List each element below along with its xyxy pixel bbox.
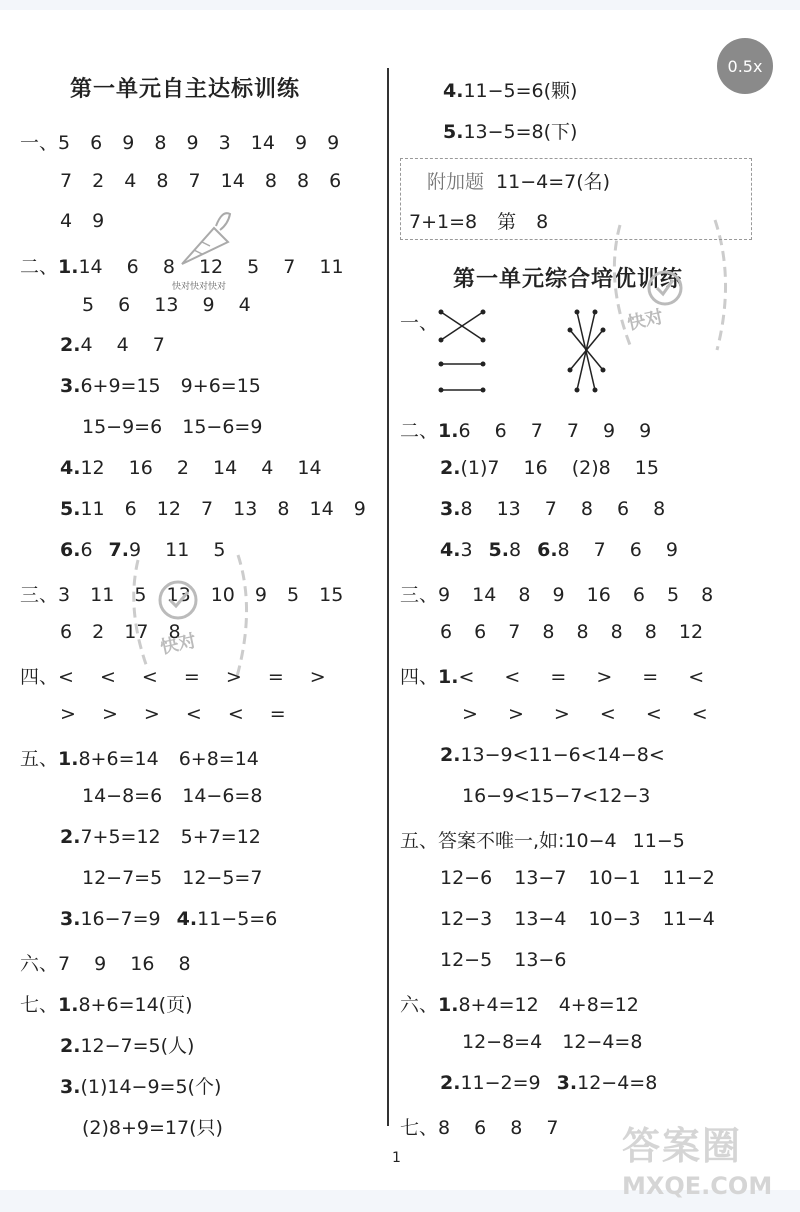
answer-line bbox=[400, 416, 651, 443]
answer-line bbox=[440, 457, 659, 479]
section-label: 二、 bbox=[400, 420, 439, 442]
question-number: 4. bbox=[440, 539, 461, 561]
answer-line bbox=[60, 375, 261, 397]
answer-text: 11−2=9 bbox=[460, 1072, 541, 1094]
match-dot bbox=[439, 310, 444, 315]
question-number: 3. bbox=[60, 1076, 81, 1098]
answer-text: 5 6 9 8 9 3 14 9 9 bbox=[58, 132, 340, 154]
carrot-stamp-icon bbox=[172, 202, 242, 282]
section-label: 四、 bbox=[20, 666, 59, 688]
match-dot bbox=[593, 310, 598, 315]
match-dot bbox=[481, 310, 486, 315]
answer-text: 12−8=4 12−4=8 bbox=[462, 1031, 643, 1053]
match-dot bbox=[439, 362, 444, 367]
answer-text: 12−6 13−7 10−1 11−2 bbox=[440, 867, 715, 889]
answer-line bbox=[440, 867, 715, 889]
question-number: 2. bbox=[440, 1072, 461, 1094]
answer-text: 12−7=5 12−5=7 bbox=[82, 867, 263, 889]
answer-text: 8+6=14(页) bbox=[78, 994, 193, 1016]
answer-line bbox=[400, 662, 704, 689]
stamp-big-text: 快对 bbox=[625, 306, 666, 335]
question-number: 4. bbox=[443, 80, 464, 102]
answer-line bbox=[400, 826, 685, 853]
answer-line bbox=[60, 498, 366, 520]
question-number: 4. bbox=[176, 908, 198, 930]
question-number: 3. bbox=[440, 498, 461, 520]
answer-text: 3 11 5 13 10 9 5 15 bbox=[58, 584, 344, 606]
answer-line bbox=[60, 703, 286, 725]
answer-text: 14 6 8 12 5 7 11 bbox=[78, 256, 344, 278]
question-number: 5. bbox=[443, 121, 464, 143]
answer-line bbox=[82, 867, 262, 889]
section-label: 二、 bbox=[20, 256, 59, 278]
answer-line bbox=[440, 744, 665, 766]
match-dot bbox=[481, 388, 486, 393]
answer-line bbox=[20, 990, 193, 1017]
bonus-question-box bbox=[400, 158, 752, 240]
answer-text: 8+4=12 4+8=12 bbox=[458, 994, 639, 1016]
question-number: 1. bbox=[58, 994, 79, 1016]
answer-text: 12 16 2 14 4 14 bbox=[80, 457, 322, 479]
section-label: 七、 bbox=[400, 1117, 439, 1139]
answer-line bbox=[400, 1113, 559, 1140]
matching-lines-diagram bbox=[435, 306, 615, 398]
question-number: 2. bbox=[440, 744, 461, 766]
answer-text: 16−9<15−7<12−3 bbox=[462, 785, 651, 807]
section-label: 三、 bbox=[20, 584, 59, 606]
answer-text: 13−9<11−6<14−8< bbox=[460, 744, 665, 766]
match-dot bbox=[439, 388, 444, 393]
answer-text: 12−7=5(人) bbox=[80, 1035, 195, 1057]
answer-text: (1)14−9=5(个) bbox=[80, 1076, 222, 1098]
answer-text: 7 2 4 8 7 14 8 8 6 bbox=[60, 170, 342, 192]
answer-line bbox=[462, 1031, 642, 1053]
section-label: 一、 bbox=[20, 132, 59, 154]
answer-line bbox=[400, 580, 713, 607]
answer-text: < < = > = < bbox=[458, 666, 705, 688]
answer-text: 8+6=14 6+8=14 bbox=[78, 748, 259, 770]
answer-line bbox=[400, 990, 639, 1017]
question-number: 6. bbox=[537, 539, 558, 561]
question-number: 1. bbox=[438, 994, 459, 1016]
answer-line bbox=[82, 294, 251, 316]
section-label: 六、 bbox=[400, 994, 439, 1016]
question-number: 2. bbox=[440, 457, 461, 479]
answer-line bbox=[82, 416, 262, 438]
answer-text: 6 bbox=[80, 539, 93, 561]
speed-label: 0.5x bbox=[727, 56, 763, 76]
section-label: 五、 bbox=[400, 830, 439, 852]
column-divider bbox=[387, 68, 389, 1126]
answer-text: 6 6 7 7 9 9 bbox=[458, 420, 652, 442]
answer-text: 6 6 7 8 8 8 8 12 bbox=[440, 621, 704, 643]
answer-text: 7+5=12 5+7=12 bbox=[80, 826, 261, 848]
match-dot bbox=[575, 310, 580, 315]
question-number: 7. bbox=[108, 539, 129, 561]
match-dot bbox=[481, 338, 486, 343]
answer-line bbox=[60, 826, 261, 848]
question-number: 3. bbox=[60, 908, 81, 930]
answer-line bbox=[20, 744, 259, 771]
answer-text: (2)8+9=17(只) bbox=[82, 1117, 223, 1139]
section-label: 三、 bbox=[400, 584, 439, 606]
question-number: 3. bbox=[556, 1072, 578, 1094]
match-dot bbox=[439, 338, 444, 343]
answer-line bbox=[60, 334, 165, 356]
answer-line bbox=[443, 76, 577, 103]
answer-text: 16−7=9 bbox=[80, 908, 161, 930]
match-dot bbox=[568, 328, 573, 333]
answer-line bbox=[60, 1031, 194, 1058]
question-number: 5. bbox=[488, 539, 509, 561]
section-label: 五、 bbox=[20, 748, 59, 770]
question-number: 6. bbox=[60, 539, 81, 561]
answer-line bbox=[60, 457, 322, 479]
answer-text: 7 9 16 8 bbox=[58, 953, 191, 975]
answer-line bbox=[20, 128, 339, 155]
answer-text: 12−5 13−6 bbox=[440, 949, 567, 971]
answer-text: 9 11 5 bbox=[129, 539, 226, 561]
section-label: 一、 bbox=[400, 312, 439, 334]
answer-text: > > > < < < bbox=[462, 703, 708, 725]
answer-line bbox=[440, 621, 703, 643]
answer-text: 6 2 17 8 bbox=[60, 621, 181, 643]
section-label: 七、 bbox=[20, 994, 59, 1016]
answer-line bbox=[60, 210, 104, 232]
question-number: 2. bbox=[60, 1035, 81, 1057]
check-stamp-icon bbox=[118, 540, 258, 690]
question-number: 1. bbox=[438, 420, 459, 442]
question-number: 1. bbox=[58, 256, 79, 278]
question-number: 4. bbox=[60, 457, 81, 479]
answer-text: < < < = > = > bbox=[58, 666, 326, 688]
question-number: 2. bbox=[60, 334, 81, 356]
answer-line bbox=[440, 1072, 657, 1094]
answer-text: 11−5=6(颗) bbox=[463, 80, 578, 102]
answer-line bbox=[82, 1113, 223, 1140]
answer-line bbox=[462, 785, 650, 807]
answer-line bbox=[443, 117, 577, 144]
match-dot bbox=[575, 388, 580, 393]
stamp-big-text: 快对 bbox=[158, 630, 199, 659]
answer-text: 12−3 13−4 10−3 11−4 bbox=[440, 908, 715, 930]
answer-text: 8 7 6 9 bbox=[557, 539, 679, 561]
section-title-right: 第一单元综合培优训练 bbox=[453, 267, 684, 292]
answer-text: 15−9=6 15−6=9 bbox=[82, 416, 263, 438]
answer-line bbox=[60, 908, 277, 930]
answer-text: 11 6 12 7 13 8 14 9 bbox=[80, 498, 366, 520]
match-dot bbox=[593, 388, 598, 393]
answer-text: 8 bbox=[509, 539, 522, 561]
match-dot bbox=[568, 368, 573, 373]
answer-page bbox=[0, 10, 800, 1190]
answer-line bbox=[427, 167, 610, 194]
answer-line bbox=[440, 908, 715, 930]
answer-text: 8 13 7 8 6 8 bbox=[460, 498, 666, 520]
watermark-url: MXQE.COM bbox=[622, 1172, 773, 1200]
answer-text: 11−5=6 bbox=[197, 908, 278, 930]
answer-text: 13−5=8(下) bbox=[463, 121, 578, 143]
section-title-left: 第一单元自主达标训练 bbox=[70, 77, 301, 102]
question-number: 3. bbox=[60, 375, 81, 397]
answer-line bbox=[462, 703, 708, 725]
question-number: 5. bbox=[60, 498, 81, 520]
watermark-logo: 答案圈 bbox=[622, 1124, 743, 1168]
question-number: 1. bbox=[438, 666, 459, 688]
answer-text: 答案不唯一,如:10−4 11−5 bbox=[438, 830, 685, 852]
answer-line bbox=[440, 498, 665, 520]
answer-line bbox=[440, 539, 678, 561]
answer-text: 7+1=8 第 8 bbox=[409, 211, 549, 233]
page-number: 1 bbox=[392, 1150, 401, 1166]
question-number: 1. bbox=[58, 748, 79, 770]
playback-speed-badge[interactable] bbox=[717, 38, 773, 94]
stamp-small-text: 快对快对快对 bbox=[172, 282, 227, 292]
answer-text: 12−4=8 bbox=[577, 1072, 658, 1094]
answer-text: > > > < < = bbox=[60, 703, 286, 725]
match-dot bbox=[481, 362, 486, 367]
match-dot bbox=[601, 368, 606, 373]
bonus-label: 附加题 bbox=[427, 171, 485, 193]
question-number: 2. bbox=[60, 826, 81, 848]
answer-line bbox=[82, 785, 262, 807]
answer-text: 14−8=6 14−6=8 bbox=[82, 785, 263, 807]
answer-text: 8 6 8 7 bbox=[438, 1117, 559, 1139]
answer-text: 5 6 13 9 4 bbox=[82, 294, 251, 316]
answer-text: 4 4 7 bbox=[80, 334, 165, 356]
section-label: 四、 bbox=[400, 666, 439, 688]
answer-text: 4 9 bbox=[60, 210, 105, 232]
answer-line bbox=[409, 207, 548, 234]
answer-text: 9 14 8 9 16 6 5 8 bbox=[438, 584, 714, 606]
answer-text: 3 bbox=[460, 539, 473, 561]
answer-line bbox=[20, 949, 191, 976]
answer-text: 6+9=15 9+6=15 bbox=[80, 375, 261, 397]
answer-line bbox=[440, 949, 566, 971]
answer-line bbox=[60, 1072, 221, 1099]
answer-line bbox=[60, 170, 341, 192]
answer-text: (1)7 16 (2)8 15 bbox=[460, 457, 659, 479]
answer-text: 11−4=7(名) bbox=[496, 171, 611, 193]
answer-line bbox=[400, 308, 438, 335]
section-label: 六、 bbox=[20, 953, 59, 975]
